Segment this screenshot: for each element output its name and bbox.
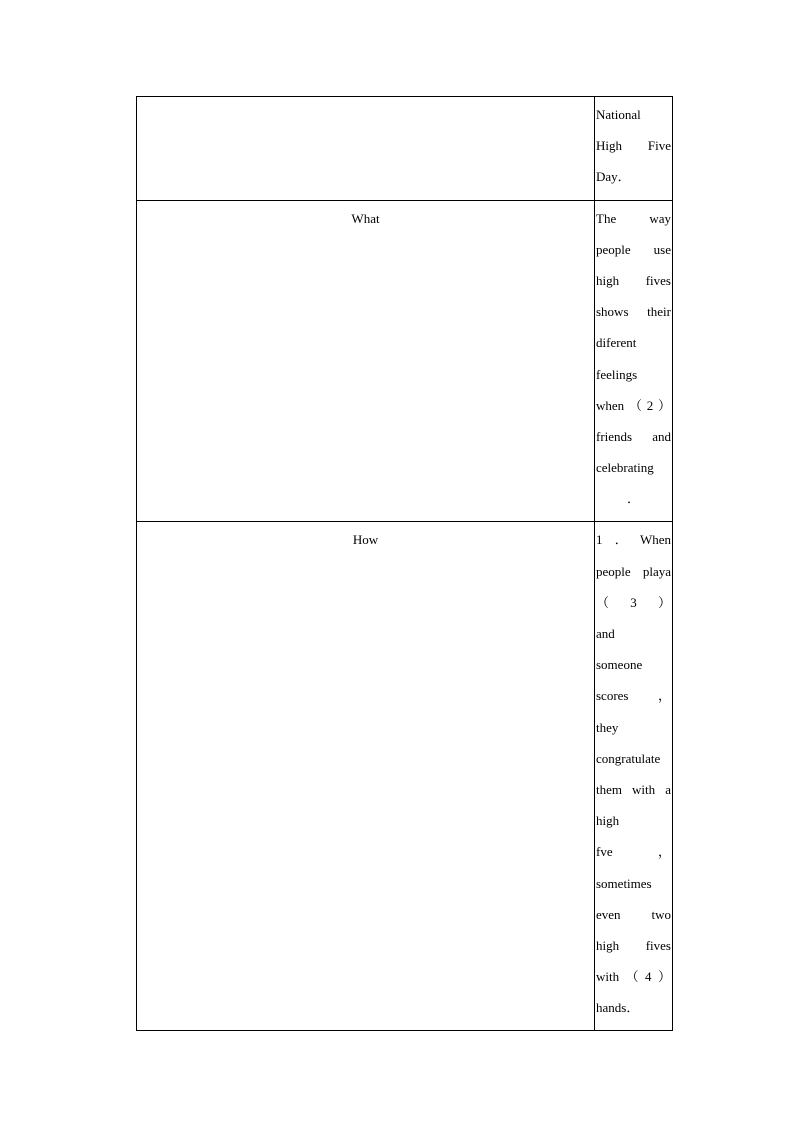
text-line <box>596 563 671 594</box>
text-word: they <box>596 719 619 735</box>
text-word: National <box>596 107 641 122</box>
text-word: even <box>596 906 621 922</box>
text-word: celebrating <box>596 460 654 476</box>
text-line <box>596 366 671 397</box>
text-line <box>596 719 671 750</box>
text-word: with <box>632 781 656 797</box>
text-word: ， <box>657 688 671 704</box>
text-word: 3 <box>630 594 637 610</box>
text-word: 2 <box>646 397 654 413</box>
text-word: When <box>639 532 671 548</box>
text-word: people <box>596 563 631 579</box>
text-line <box>596 241 671 272</box>
text-line <box>596 531 671 562</box>
text-word: fives <box>645 937 671 953</box>
row-label-cell <box>137 522 595 1031</box>
text-word: scores <box>596 688 629 704</box>
text-word: ． <box>626 491 640 507</box>
text-word: 1 <box>596 532 603 548</box>
text-line <box>596 875 671 906</box>
text-line <box>596 937 671 968</box>
text-line <box>596 656 671 687</box>
text-word: ） <box>657 594 671 610</box>
text-word: when <box>596 397 625 413</box>
text-word: High <box>596 138 622 154</box>
text-word: playa <box>642 563 671 579</box>
text-word: friends <box>596 428 633 444</box>
text-word: ， <box>657 844 671 860</box>
text-line <box>596 906 671 937</box>
text-word: （ <box>596 594 610 610</box>
text-word: two <box>651 906 671 922</box>
text-line <box>596 428 671 459</box>
table-row-how <box>137 522 673 1031</box>
text-word: people <box>596 241 631 257</box>
text-line <box>596 168 671 199</box>
text-line <box>596 812 671 843</box>
text-line <box>596 459 671 490</box>
text-line <box>596 397 671 428</box>
text-word: Day． <box>596 169 631 185</box>
text-line <box>596 106 671 137</box>
text-word: shows <box>596 304 629 320</box>
text-word: and <box>596 626 615 641</box>
row-content-cell <box>595 522 673 1031</box>
text-line <box>596 334 671 365</box>
text-line <box>596 594 671 625</box>
text-line <box>596 968 671 999</box>
text-word: ． <box>614 532 628 548</box>
text-word: use <box>653 241 671 257</box>
text-word: The <box>596 210 617 226</box>
text-word: high <box>596 272 620 288</box>
text-line <box>596 137 671 168</box>
text-line <box>596 272 671 303</box>
text-line <box>596 490 671 521</box>
text-line <box>596 625 671 656</box>
row-label-cell <box>137 200 595 522</box>
text-word: Five <box>647 138 671 154</box>
text-word: with <box>596 969 620 985</box>
text-line <box>596 750 671 781</box>
text-word: fives <box>645 272 671 288</box>
text-line <box>596 210 671 241</box>
text-word: way <box>649 210 671 226</box>
text-word: and <box>652 428 671 444</box>
text-line <box>596 999 671 1030</box>
text-word: （ <box>628 397 642 413</box>
text-line <box>596 303 671 334</box>
text-word: fve <box>596 844 613 860</box>
text-line <box>596 687 671 718</box>
text-word: hands． <box>596 1000 640 1016</box>
text-line <box>596 843 671 874</box>
row-content-cell <box>595 97 673 201</box>
row-content-cell <box>595 200 673 522</box>
text-word: ） <box>657 969 671 985</box>
content-table <box>136 96 673 1031</box>
text-word: （ <box>625 969 639 985</box>
row-label: How <box>352 532 379 548</box>
row-label-cell <box>137 97 595 201</box>
text-word: feelings <box>596 366 638 382</box>
text-word: their <box>647 304 671 320</box>
text-word: them <box>596 781 622 797</box>
row-label: What <box>351 210 380 226</box>
text-word: congratulate <box>596 750 661 766</box>
text-word: someone <box>596 657 643 673</box>
text-word: high <box>596 937 620 953</box>
text-word: diferent <box>596 335 637 351</box>
table-row-intro <box>137 97 673 201</box>
text-word: sometimes <box>596 875 652 891</box>
text-line <box>596 781 671 812</box>
text-word: high <box>596 813 620 829</box>
text-word: a <box>665 781 671 797</box>
text-word: ） <box>657 397 671 413</box>
table-row-what <box>137 200 673 522</box>
text-word: 4 <box>645 969 652 985</box>
